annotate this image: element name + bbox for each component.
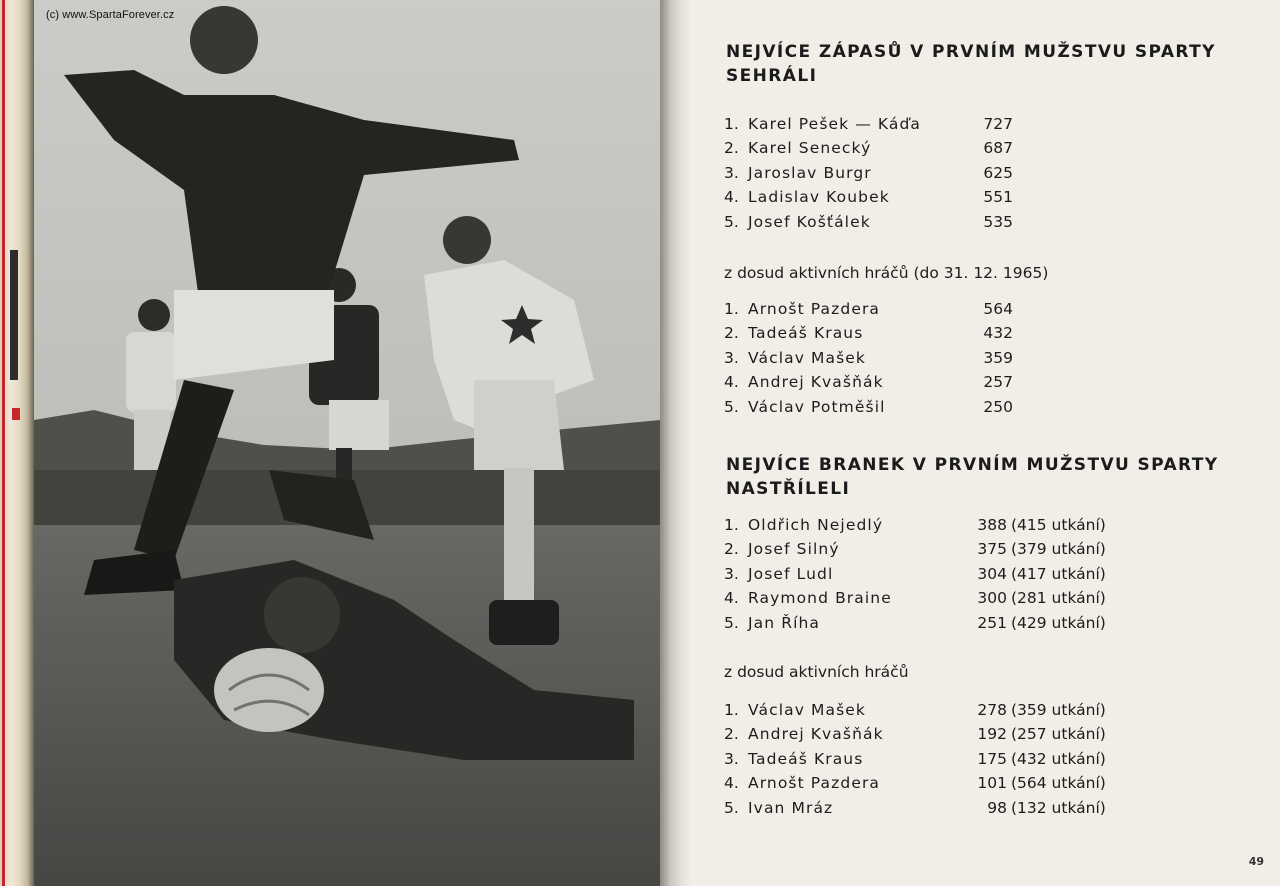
rank: 1. bbox=[724, 300, 739, 318]
goals-count: 101 bbox=[977, 774, 1007, 793]
matches-count: 625 bbox=[983, 163, 1013, 182]
rank: 3. bbox=[724, 348, 739, 367]
football-match-photo bbox=[34, 0, 660, 886]
goals-count: 192 bbox=[977, 725, 1007, 744]
matches-count: 727 bbox=[983, 115, 1013, 133]
rank: 1. bbox=[724, 115, 739, 133]
matches-count: 432 bbox=[983, 324, 1013, 343]
book-edge-red-mark bbox=[12, 408, 20, 420]
matches-count: 359 bbox=[983, 348, 1013, 367]
player-name: Ivan Mráz bbox=[748, 798, 834, 817]
games-count: (379 utkání) bbox=[1011, 540, 1106, 559]
player-name: Karel Pešek — Káďa bbox=[748, 115, 921, 133]
book-edge-dark-mark bbox=[10, 250, 18, 380]
matches-count: 535 bbox=[983, 212, 1013, 231]
player-name: Václav Mašek bbox=[748, 701, 866, 719]
matches-heading-line2: SEHRÁLI bbox=[726, 66, 818, 86]
rank: 5. bbox=[724, 613, 739, 632]
matches-heading-line1: NEJVÍCE ZÁPASŮ V PRVNÍM MUŽSTVU SPARTY bbox=[726, 42, 1216, 62]
rank: 5. bbox=[724, 397, 739, 416]
rank: 5. bbox=[724, 798, 739, 817]
goals-count: 388 bbox=[977, 516, 1007, 534]
rank: 4. bbox=[724, 373, 739, 392]
games-count: (415 utkání) bbox=[1011, 516, 1106, 534]
goals-count: 278 bbox=[977, 701, 1007, 719]
player-name: Václav Mašek bbox=[748, 348, 866, 367]
matches-count: 687 bbox=[983, 139, 1013, 158]
rank: 2. bbox=[724, 324, 739, 343]
player-name: Jaroslav Burgr bbox=[748, 163, 872, 182]
right-page bbox=[690, 0, 1280, 886]
goals-count: 175 bbox=[977, 749, 1007, 768]
goals-count: 300 bbox=[977, 589, 1007, 608]
watermark: (c) www.SpartaForever.cz bbox=[46, 9, 175, 21]
page-number: 49 bbox=[1248, 855, 1264, 868]
player-name: Josef Silný bbox=[748, 540, 840, 559]
games-count: (359 utkání) bbox=[1011, 701, 1106, 719]
rank: 3. bbox=[724, 163, 739, 182]
player-name: Andrej Kvašňák bbox=[748, 373, 884, 392]
player-name: Andrej Kvašňák bbox=[748, 725, 884, 744]
rank: 5. bbox=[724, 212, 739, 231]
rank: 3. bbox=[724, 564, 739, 583]
matches-count: 551 bbox=[983, 188, 1013, 207]
goals-count: 375 bbox=[977, 540, 1007, 559]
player-name: Jan Říha bbox=[748, 613, 821, 632]
matches-count: 564 bbox=[983, 300, 1013, 318]
player-name: Oldřich Nejedlý bbox=[748, 516, 884, 534]
left-page-edge bbox=[0, 0, 34, 886]
games-count: (432 utkání) bbox=[1011, 749, 1106, 768]
matches-heading bbox=[726, 40, 1266, 88]
goals-heading-line2: NASTŘÍLELI bbox=[726, 479, 851, 499]
goals-heading bbox=[726, 453, 1266, 501]
games-count: (564 utkání) bbox=[1011, 774, 1106, 793]
matches-active-subtitle: z dosud aktivních hráčů (do 31. 12. 1965) bbox=[724, 264, 1049, 282]
player-name: Josef Ludl bbox=[748, 564, 834, 583]
rank: 2. bbox=[724, 725, 739, 744]
games-count: (257 utkání) bbox=[1011, 725, 1106, 744]
book-edge-red-strip bbox=[2, 0, 5, 886]
games-count: (132 utkání) bbox=[1011, 798, 1106, 817]
rank: 2. bbox=[724, 540, 739, 559]
book-gutter bbox=[660, 0, 690, 886]
player-name: Raymond Braine bbox=[748, 589, 892, 608]
matches-count: 250 bbox=[983, 397, 1013, 416]
player-name: Tadeáš Kraus bbox=[748, 749, 864, 768]
games-count: (429 utkání) bbox=[1011, 613, 1106, 632]
player-name: Tadeáš Kraus bbox=[748, 324, 864, 343]
games-count: (281 utkání) bbox=[1011, 589, 1106, 608]
rank: 2. bbox=[724, 139, 739, 158]
player-name: Arnošt Pazdera bbox=[748, 300, 881, 318]
photo-illustration bbox=[34, 0, 660, 886]
rank: 3. bbox=[724, 749, 739, 768]
goals-heading-line1: NEJVÍCE BRANEK V PRVNÍM MUŽSTVU SPARTY bbox=[726, 455, 1219, 475]
player-name: Arnošt Pazdera bbox=[748, 774, 881, 793]
rank: 4. bbox=[724, 589, 739, 608]
player-name: Karel Senecký bbox=[748, 139, 872, 158]
games-count: (417 utkání) bbox=[1011, 564, 1106, 583]
goals-count: 251 bbox=[977, 613, 1007, 632]
goals-active-subtitle: z dosud aktivních hráčů bbox=[724, 663, 909, 681]
player-name: Ladislav Koubek bbox=[748, 188, 890, 207]
goals-count: 98 bbox=[987, 798, 1007, 817]
rank: 4. bbox=[724, 188, 739, 207]
rank: 1. bbox=[724, 516, 739, 534]
rank: 4. bbox=[724, 774, 739, 793]
goals-count: 304 bbox=[977, 564, 1007, 583]
player-name: Josef Košťálek bbox=[748, 212, 871, 231]
rank: 1. bbox=[724, 701, 739, 719]
matches-count: 257 bbox=[983, 373, 1013, 392]
player-name: Václav Potměšil bbox=[748, 397, 886, 416]
